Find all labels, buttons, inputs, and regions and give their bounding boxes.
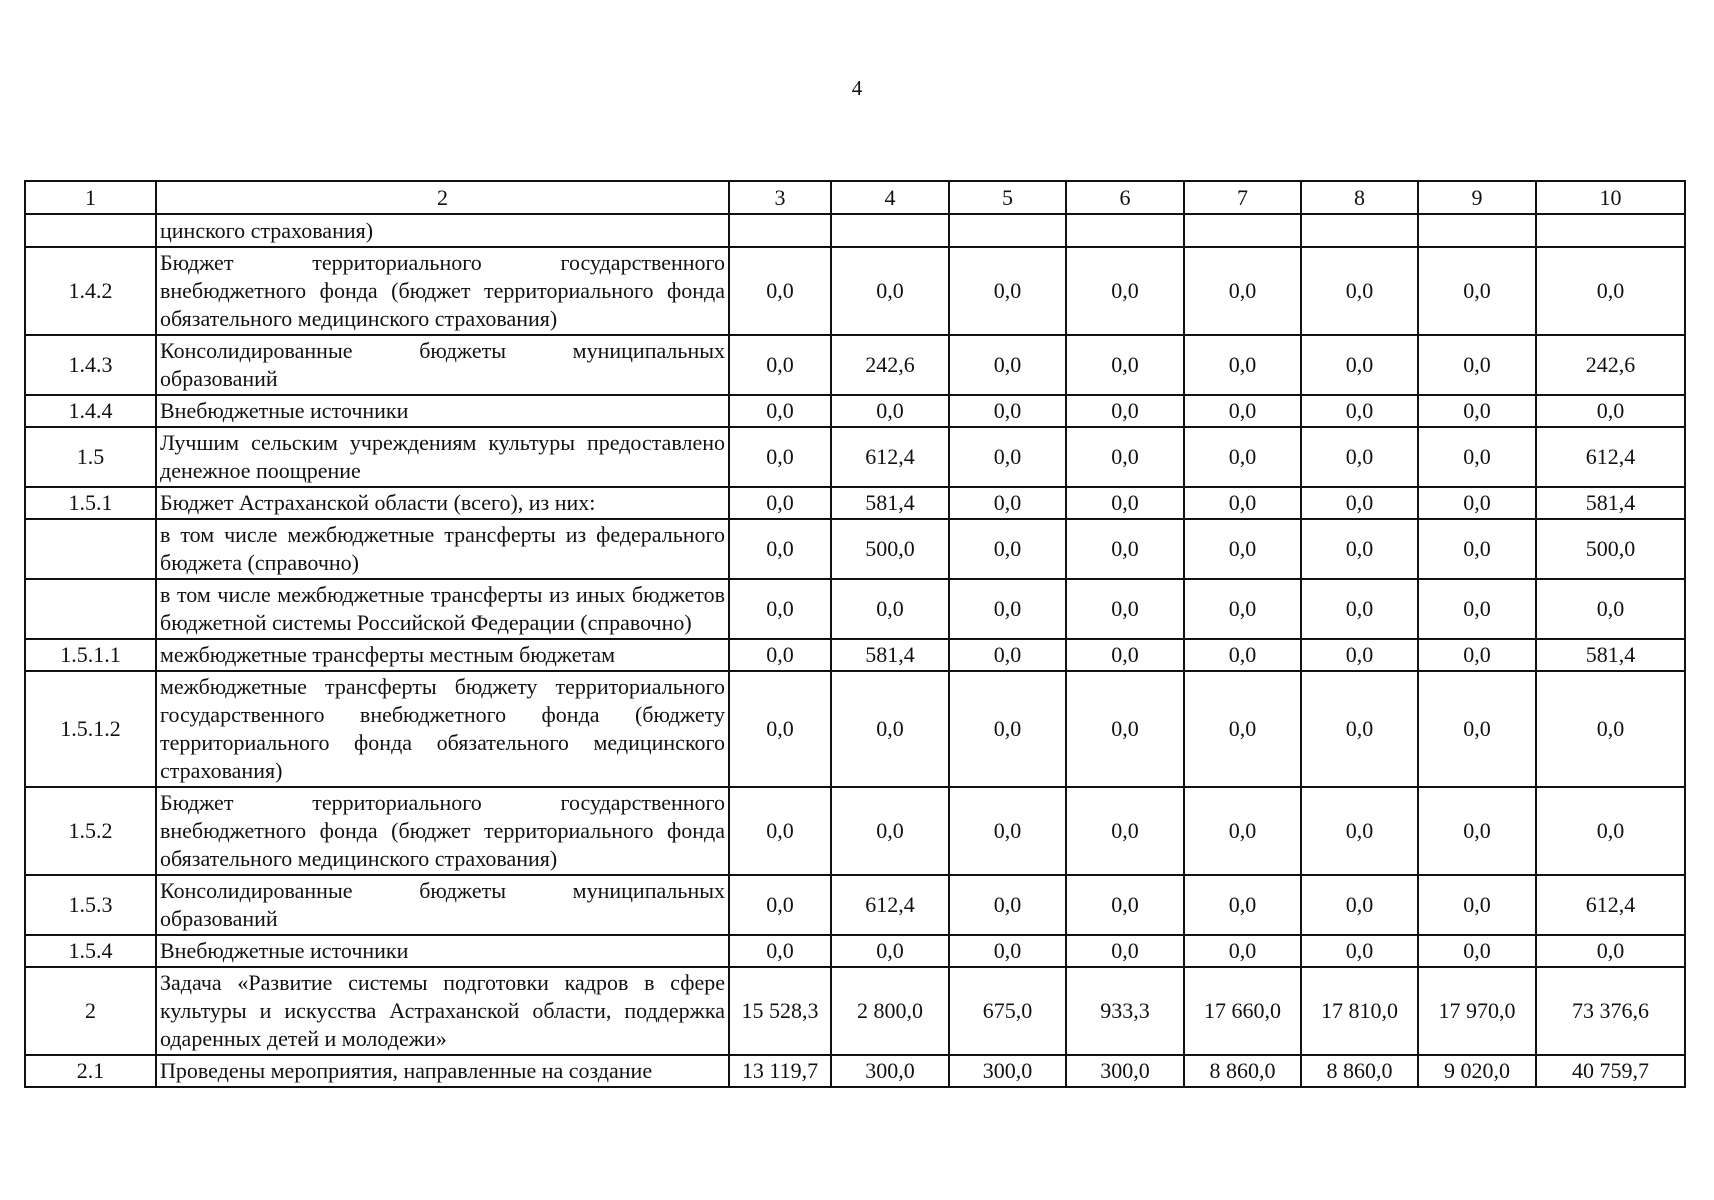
value-cell: 17 970,0 <box>1418 967 1536 1055</box>
value-cell: 581,4 <box>1536 487 1685 519</box>
value-cell: 0,0 <box>1184 395 1301 427</box>
value-cell: 612,4 <box>831 427 949 487</box>
value-cell: 9 020,0 <box>1418 1055 1536 1087</box>
value-cell: 0,0 <box>949 487 1066 519</box>
column-header: 7 <box>1184 181 1301 214</box>
value-cell: 0,0 <box>949 427 1066 487</box>
row-description: в том числе межбюджетные трансферты из иных бюджетов бюджетной системы Российской Федерации (справочно) <box>156 579 729 639</box>
column-header: 6 <box>1066 181 1184 214</box>
budget-table <box>24 180 1686 1088</box>
table-row <box>25 487 1685 519</box>
table-row <box>25 247 1685 335</box>
value-cell: 0,0 <box>949 671 1066 787</box>
value-cell: 0,0 <box>1301 787 1418 875</box>
value-cell: 581,4 <box>831 487 949 519</box>
value-cell: 0,0 <box>1301 335 1418 395</box>
value-cell: 0,0 <box>1536 787 1685 875</box>
value-cell <box>1184 214 1301 247</box>
value-cell: 0,0 <box>1301 519 1418 579</box>
value-cell: 0,0 <box>1066 579 1184 639</box>
value-cell: 0,0 <box>1301 247 1418 335</box>
value-cell: 581,4 <box>831 639 949 671</box>
value-cell: 0,0 <box>831 247 949 335</box>
row-code: 1.5 <box>25 427 156 487</box>
value-cell: 581,4 <box>1536 639 1685 671</box>
value-cell: 0,0 <box>1066 935 1184 967</box>
value-cell: 0,0 <box>1066 427 1184 487</box>
value-cell: 17 660,0 <box>1184 967 1301 1055</box>
page-number: 4 <box>851 76 863 100</box>
value-cell: 0,0 <box>831 935 949 967</box>
row-description: Бюджет территориального государственного внебюджетного фонда (бюджет территориального фонда обязательного медицинского страхования) <box>156 247 729 335</box>
value-cell: 0,0 <box>1536 935 1685 967</box>
value-cell <box>1066 214 1184 247</box>
value-cell: 0,0 <box>1418 787 1536 875</box>
value-cell: 500,0 <box>831 519 949 579</box>
value-cell: 0,0 <box>1184 875 1301 935</box>
value-cell: 0,0 <box>949 579 1066 639</box>
column-header: 9 <box>1418 181 1536 214</box>
value-cell: 0,0 <box>1184 787 1301 875</box>
value-cell: 0,0 <box>1418 875 1536 935</box>
table-row <box>25 427 1685 487</box>
value-cell: 0,0 <box>1066 787 1184 875</box>
value-cell: 612,4 <box>1536 427 1685 487</box>
value-cell <box>1418 214 1536 247</box>
value-cell: 0,0 <box>831 671 949 787</box>
row-code <box>25 579 156 639</box>
value-cell: 73 376,6 <box>1536 967 1685 1055</box>
value-cell: 0,0 <box>729 935 831 967</box>
row-code: 2.1 <box>25 1055 156 1087</box>
value-cell: 0,0 <box>1301 671 1418 787</box>
table-row <box>25 875 1685 935</box>
row-description: Задача «Развитие системы подготовки кадров в сфере культуры и искусства Астраханской области, поддержка одаренных детей и молодежи» <box>156 967 729 1055</box>
column-header: 10 <box>1536 181 1685 214</box>
value-cell: 0,0 <box>1418 579 1536 639</box>
value-cell: 0,0 <box>949 875 1066 935</box>
value-cell: 933,3 <box>1066 967 1184 1055</box>
value-cell <box>729 214 831 247</box>
value-cell: 0,0 <box>729 335 831 395</box>
row-code <box>25 519 156 579</box>
value-cell: 40 759,7 <box>1536 1055 1685 1087</box>
row-description: Внебюджетные источники <box>156 395 729 427</box>
value-cell: 0,0 <box>729 487 831 519</box>
row-description: Внебюджетные источники <box>156 935 729 967</box>
value-cell: 0,0 <box>1536 247 1685 335</box>
value-cell: 0,0 <box>729 671 831 787</box>
value-cell: 0,0 <box>1418 519 1536 579</box>
value-cell: 0,0 <box>1184 335 1301 395</box>
row-code: 1.5.3 <box>25 875 156 935</box>
row-description: Лучшим сельским учреждениям культуры предоставлено денежное поощрение <box>156 427 729 487</box>
value-cell: 0,0 <box>949 935 1066 967</box>
value-cell <box>1536 214 1685 247</box>
value-cell: 13 119,7 <box>729 1055 831 1087</box>
value-cell: 0,0 <box>1301 487 1418 519</box>
value-cell: 300,0 <box>1066 1055 1184 1087</box>
value-cell: 0,0 <box>949 247 1066 335</box>
value-cell <box>1301 214 1418 247</box>
table-row <box>25 639 1685 671</box>
value-cell: 0,0 <box>1536 671 1685 787</box>
row-code: 2 <box>25 967 156 1055</box>
value-cell <box>831 214 949 247</box>
value-cell: 0,0 <box>1066 247 1184 335</box>
value-cell: 15 528,3 <box>729 967 831 1055</box>
value-cell: 0,0 <box>1536 395 1685 427</box>
value-cell: 0,0 <box>729 875 831 935</box>
value-cell: 0,0 <box>1184 639 1301 671</box>
row-description: цинского страхования) <box>156 214 729 247</box>
table-row <box>25 935 1685 967</box>
row-description: Проведены мероприятия, направленные на создание <box>156 1055 729 1087</box>
column-header: 3 <box>729 181 831 214</box>
value-cell: 0,0 <box>1066 671 1184 787</box>
value-cell: 300,0 <box>949 1055 1066 1087</box>
value-cell: 0,0 <box>1418 671 1536 787</box>
value-cell: 0,0 <box>831 395 949 427</box>
value-cell: 0,0 <box>1301 935 1418 967</box>
row-description: Бюджет Астраханской области (всего), из них: <box>156 487 729 519</box>
value-cell: 0,0 <box>1418 487 1536 519</box>
row-code: 1.4.2 <box>25 247 156 335</box>
value-cell: 0,0 <box>1301 875 1418 935</box>
table-row <box>25 335 1685 395</box>
row-description: межбюджетные трансферты местным бюджетам <box>156 639 729 671</box>
value-cell: 0,0 <box>831 787 949 875</box>
value-cell: 0,0 <box>729 519 831 579</box>
value-cell: 0,0 <box>1301 639 1418 671</box>
value-cell: 0,0 <box>729 579 831 639</box>
value-cell: 0,0 <box>949 639 1066 671</box>
header-row <box>25 181 1685 214</box>
value-cell: 0,0 <box>729 247 831 335</box>
value-cell: 0,0 <box>1066 875 1184 935</box>
value-cell: 0,0 <box>831 579 949 639</box>
value-cell: 0,0 <box>1066 335 1184 395</box>
value-cell: 242,6 <box>831 335 949 395</box>
value-cell: 0,0 <box>1418 247 1536 335</box>
value-cell: 0,0 <box>949 395 1066 427</box>
value-cell: 0,0 <box>1066 487 1184 519</box>
value-cell: 0,0 <box>1184 519 1301 579</box>
value-cell: 0,0 <box>1066 395 1184 427</box>
row-description: Бюджет территориального государственного внебюджетного фонда (бюджет территориального фонда обязательного медицинского страхования) <box>156 787 729 875</box>
value-cell: 0,0 <box>1418 427 1536 487</box>
row-description: в том числе межбюджетные трансферты из федерального бюджета (справочно) <box>156 519 729 579</box>
value-cell: 0,0 <box>1536 579 1685 639</box>
row-code: 1.5.1.1 <box>25 639 156 671</box>
row-code: 1.4.3 <box>25 335 156 395</box>
value-cell: 0,0 <box>1418 935 1536 967</box>
value-cell: 0,0 <box>1184 247 1301 335</box>
table-row <box>25 787 1685 875</box>
table-row <box>25 579 1685 639</box>
value-cell: 242,6 <box>1536 335 1685 395</box>
value-cell: 0,0 <box>1184 671 1301 787</box>
row-code: 1.5.4 <box>25 935 156 967</box>
value-cell: 0,0 <box>949 335 1066 395</box>
value-cell: 8 860,0 <box>1184 1055 1301 1087</box>
value-cell: 0,0 <box>1184 935 1301 967</box>
value-cell: 0,0 <box>1184 487 1301 519</box>
table-row <box>25 1055 1685 1087</box>
row-code: 1.5.1 <box>25 487 156 519</box>
row-description: Консолидированные бюджеты муниципальных образований <box>156 875 729 935</box>
value-cell: 0,0 <box>1418 335 1536 395</box>
table-row <box>25 967 1685 1055</box>
value-cell: 17 810,0 <box>1301 967 1418 1055</box>
value-cell: 0,0 <box>729 395 831 427</box>
table-row <box>25 671 1685 787</box>
column-header: 1 <box>25 181 156 214</box>
value-cell: 500,0 <box>1536 519 1685 579</box>
value-cell: 0,0 <box>1418 639 1536 671</box>
table-row <box>25 395 1685 427</box>
value-cell: 0,0 <box>1301 395 1418 427</box>
value-cell: 0,0 <box>729 787 831 875</box>
row-description: Консолидированные бюджеты муниципальных образований <box>156 335 729 395</box>
table-body <box>25 181 1685 1087</box>
value-cell: 300,0 <box>831 1055 949 1087</box>
column-header: 8 <box>1301 181 1418 214</box>
value-cell: 8 860,0 <box>1301 1055 1418 1087</box>
table-row <box>25 214 1685 247</box>
value-cell: 0,0 <box>1184 427 1301 487</box>
row-code: 1.4.4 <box>25 395 156 427</box>
value-cell: 0,0 <box>729 639 831 671</box>
row-code: 1.5.2 <box>25 787 156 875</box>
value-cell: 0,0 <box>1066 639 1184 671</box>
value-cell: 0,0 <box>949 519 1066 579</box>
row-code: 1.5.1.2 <box>25 671 156 787</box>
value-cell: 0,0 <box>729 427 831 487</box>
column-header: 5 <box>949 181 1066 214</box>
column-header: 4 <box>831 181 949 214</box>
value-cell <box>949 214 1066 247</box>
column-header: 2 <box>156 181 729 214</box>
value-cell: 612,4 <box>831 875 949 935</box>
row-code <box>25 214 156 247</box>
value-cell: 612,4 <box>1536 875 1685 935</box>
value-cell: 2 800,0 <box>831 967 949 1055</box>
value-cell: 0,0 <box>1301 579 1418 639</box>
table-row <box>25 519 1685 579</box>
value-cell: 0,0 <box>1301 427 1418 487</box>
value-cell: 0,0 <box>1066 519 1184 579</box>
value-cell: 675,0 <box>949 967 1066 1055</box>
value-cell: 0,0 <box>1418 395 1536 427</box>
value-cell: 0,0 <box>1184 579 1301 639</box>
value-cell: 0,0 <box>949 787 1066 875</box>
row-description: межбюджетные трансферты бюджету территориального государственного внебюджетного фонда (бюджету территориального фонда обязательного медицинского страхования) <box>156 671 729 787</box>
